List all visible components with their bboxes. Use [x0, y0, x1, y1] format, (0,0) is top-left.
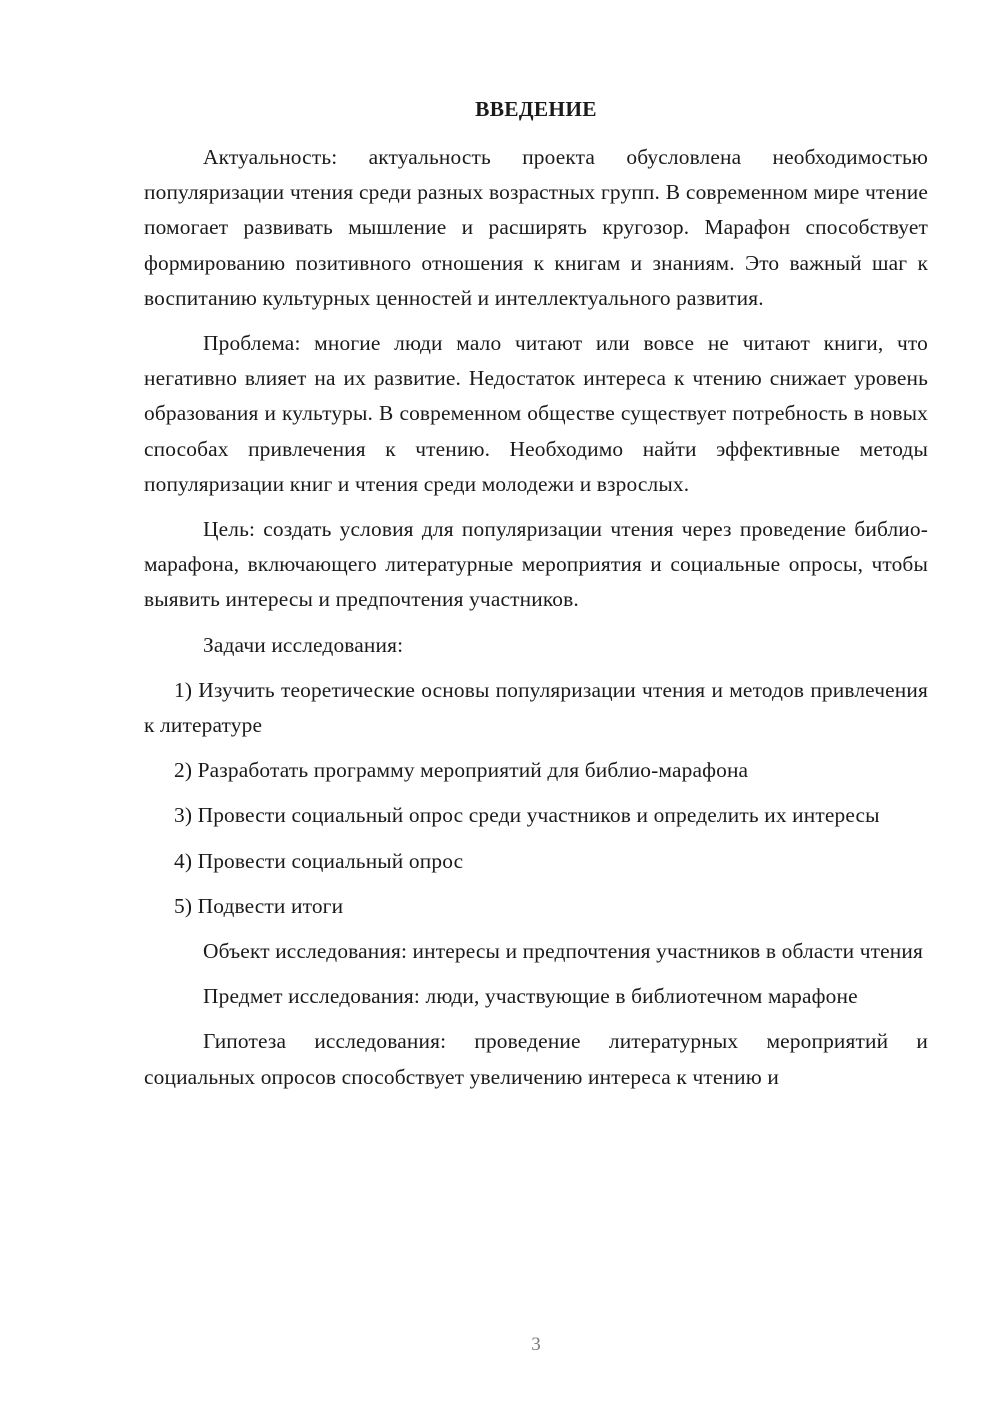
page-number: 3: [531, 1334, 541, 1355]
task-item-3: 3) Провести социальный опрос среди участников и определить их интересы: [174, 803, 880, 828]
task-item-5: 5) Подвести итоги: [174, 893, 344, 918]
section-title: ВВЕДЕНИЕ: [475, 97, 597, 121]
paragraph-goal: Цель: создать условия для популяризации чтения через проведение библио-марафона, включающего литературные мероприятия и социальные опросы, чтобы выявить интересы и предпочтения участников.: [144, 517, 928, 612]
task-item-4: 4) Провести социальный опрос: [174, 848, 464, 873]
paragraph-relevance: Актуальность: актуальность проекта обусловлена необходимостью популяризации чтения среди разных возрастных групп. В современном мире чтение помогает развивать мышление и расширять кругозор. Марафон способствует формированию позитивного отношения к книгам и знаниям. Это важный шаг к воспитанию культурных ценностей и интеллектуального развития.: [144, 145, 928, 310]
paragraph-subject: Предмет исследования: люди, участвующие в библиотечном марафоне: [203, 984, 858, 1009]
paragraph-tasks-heading: Задачи исследования:: [203, 632, 404, 657]
task-item-1: 1) Изучить теоретические основы популяризации чтения и методов привлечения к литературе: [144, 677, 928, 738]
task-item-2: 2) Разработать программу мероприятий для библио-марафона: [174, 758, 749, 783]
paragraph-hypothesis: Гипотеза исследования: проведение литературных мероприятий и социальных опросов способствует увеличению интереса к чтению и: [144, 1029, 928, 1089]
paragraph-problem: Проблема: многие люди мало читают или вовсе не читают книги, что негативно влияет на их развитие. Недостаток интереса к чтению снижает уровень образования и культуры. В современном обществе существует потребность в новых способах привлечения к чтению. Необходимо найти эффективные методы популяризации книг и чтения среди молодежи и взрослых.: [144, 331, 928, 496]
page-content: [144, 94, 928, 1105]
paragraph-object: Объект исследования: интересы и предпочтения участников в области чтения: [203, 939, 923, 964]
